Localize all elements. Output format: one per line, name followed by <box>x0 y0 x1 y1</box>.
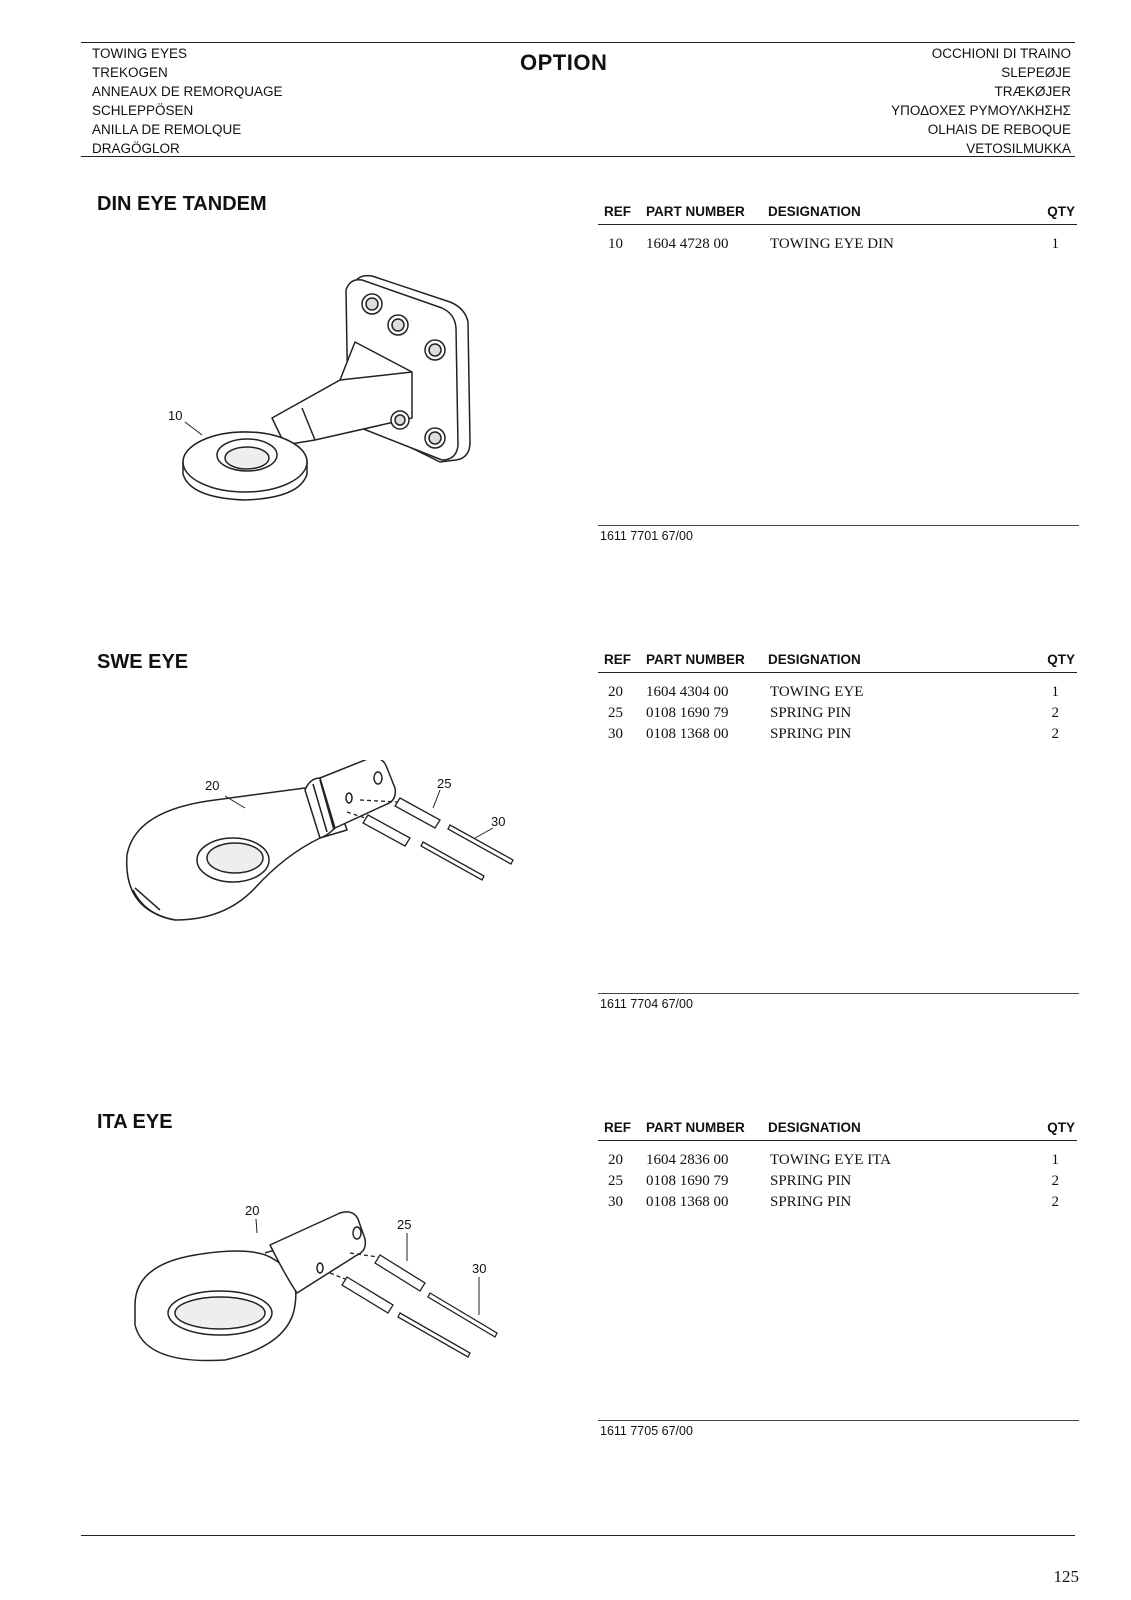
cell-qty: 2 <box>1051 1194 1059 1210</box>
cell-ref: 30 <box>608 1194 623 1210</box>
parts-table-body <box>598 236 1077 257</box>
cell-qty: 2 <box>1051 726 1059 742</box>
cell-ref: 20 <box>608 684 623 700</box>
header-left-line: SCHLEPPÖSEN <box>92 103 194 118</box>
drawing-rule <box>598 993 1079 994</box>
col-part-number-header: PART NUMBER <box>646 652 745 667</box>
header-left-line: TOWING EYES <box>92 46 188 61</box>
parts-table-header <box>598 1118 1077 1141</box>
header-top-rule <box>81 42 1075 43</box>
col-ref-header: REF <box>604 1120 631 1135</box>
cell-ref: 25 <box>608 705 623 721</box>
header-left-line: ANNEAUX DE REMORQUAGE <box>92 84 283 99</box>
col-designation-header: DESIGNATION <box>768 204 861 219</box>
ita-eye-illustration <box>125 1205 525 1385</box>
callout-label: 30 <box>472 1261 487 1276</box>
cell-designation: TOWING EYE <box>770 684 864 700</box>
din-eye-tandem-illustration <box>150 270 490 520</box>
cell-part-number: 0108 1690 79 <box>646 1173 729 1189</box>
cell-ref: 25 <box>608 1173 623 1189</box>
cell-ref: 10 <box>608 236 623 252</box>
cell-designation: TOWING EYE DIN <box>770 236 894 252</box>
table-row <box>598 684 1077 705</box>
cell-qty: 1 <box>1051 1152 1059 1168</box>
cell-ref: 30 <box>608 726 623 742</box>
table-row <box>598 726 1077 747</box>
cell-qty: 2 <box>1051 1173 1059 1189</box>
header-right-line: OLHAIS DE REBOQUE <box>927 122 1071 137</box>
cell-designation: SPRING PIN <box>770 705 852 721</box>
header-bottom-rule <box>81 156 1075 157</box>
col-part-number-header: PART NUMBER <box>646 204 745 219</box>
drawing-number: 1611 7701 67/00 <box>600 529 693 543</box>
header-right-line: ΥΠΟΔΟΧΕΣ ΡΥΜΟΥΛΚΗΣΗΣ <box>891 103 1071 118</box>
page-title: OPTION <box>520 50 608 75</box>
parts-table-header <box>598 202 1077 225</box>
callout-label: 25 <box>397 1217 412 1232</box>
cell-part-number: 1604 4728 00 <box>646 236 729 252</box>
section-title: DIN EYE TANDEM <box>97 193 267 215</box>
drawing-number: 1611 7704 67/00 <box>600 997 693 1011</box>
header-left-line: TREKOGEN <box>92 65 168 80</box>
col-qty-header: QTY <box>1047 652 1075 667</box>
cell-part-number: 0108 1368 00 <box>646 726 729 742</box>
header-left-line: ANILLA DE REMOLQUE <box>92 122 242 137</box>
drawing-rule <box>598 525 1079 526</box>
drawing-rule <box>598 1420 1079 1421</box>
cell-qty: 2 <box>1051 705 1059 721</box>
cell-part-number: 1604 2836 00 <box>646 1152 729 1168</box>
header-left-line: DRAGÖGLOR <box>92 141 180 156</box>
parts-table-body <box>598 1152 1077 1215</box>
parts-table-header <box>598 650 1077 673</box>
table-row <box>598 1173 1077 1194</box>
callout-label: 20 <box>245 1205 260 1218</box>
col-qty-header: QTY <box>1047 204 1075 219</box>
cell-qty: 1 <box>1051 236 1059 252</box>
cell-part-number: 1604 4304 00 <box>646 684 729 700</box>
header-right-line: VETOSILMUKKA <box>966 141 1071 156</box>
table-row <box>598 1152 1077 1173</box>
parts-table-body <box>598 684 1077 747</box>
header-right-titles <box>891 44 1071 158</box>
cell-ref: 20 <box>608 1152 623 1168</box>
swe-eye-illustration <box>115 760 535 940</box>
col-ref-header: REF <box>604 652 631 667</box>
col-qty-header: QTY <box>1047 1120 1075 1135</box>
footer-rule <box>81 1535 1075 1536</box>
section-title: ITA EYE <box>97 1111 173 1133</box>
cell-designation: SPRING PIN <box>770 726 852 742</box>
header-left-titles <box>92 44 283 158</box>
cell-designation: SPRING PIN <box>770 1173 852 1189</box>
cell-part-number: 0108 1368 00 <box>646 1194 729 1210</box>
col-part-number-header: PART NUMBER <box>646 1120 745 1135</box>
callout-label: 30 <box>491 814 506 829</box>
drawing-number: 1611 7705 67/00 <box>600 1424 693 1438</box>
callout-label: 25 <box>437 776 452 791</box>
header-right-line: TRÆKØJER <box>994 84 1071 99</box>
table-row <box>598 236 1077 257</box>
header-right-line: OCCHIONI DI TRAINO <box>931 46 1071 61</box>
table-row <box>598 705 1077 726</box>
callout-label: 20 <box>205 778 220 793</box>
cell-part-number: 0108 1690 79 <box>646 705 729 721</box>
cell-designation: TOWING EYE ITA <box>770 1152 891 1168</box>
callout-label: 10 <box>168 408 183 423</box>
cell-designation: SPRING PIN <box>770 1194 852 1210</box>
page-number: 125 <box>1053 1567 1079 1586</box>
section-title: SWE EYE <box>97 651 189 673</box>
col-designation-header: DESIGNATION <box>768 1120 861 1135</box>
cell-qty: 1 <box>1051 684 1059 700</box>
header-right-line: SLEPEØJE <box>1001 65 1071 80</box>
table-row <box>598 1194 1077 1215</box>
col-ref-header: REF <box>604 204 631 219</box>
col-designation-header: DESIGNATION <box>768 652 861 667</box>
